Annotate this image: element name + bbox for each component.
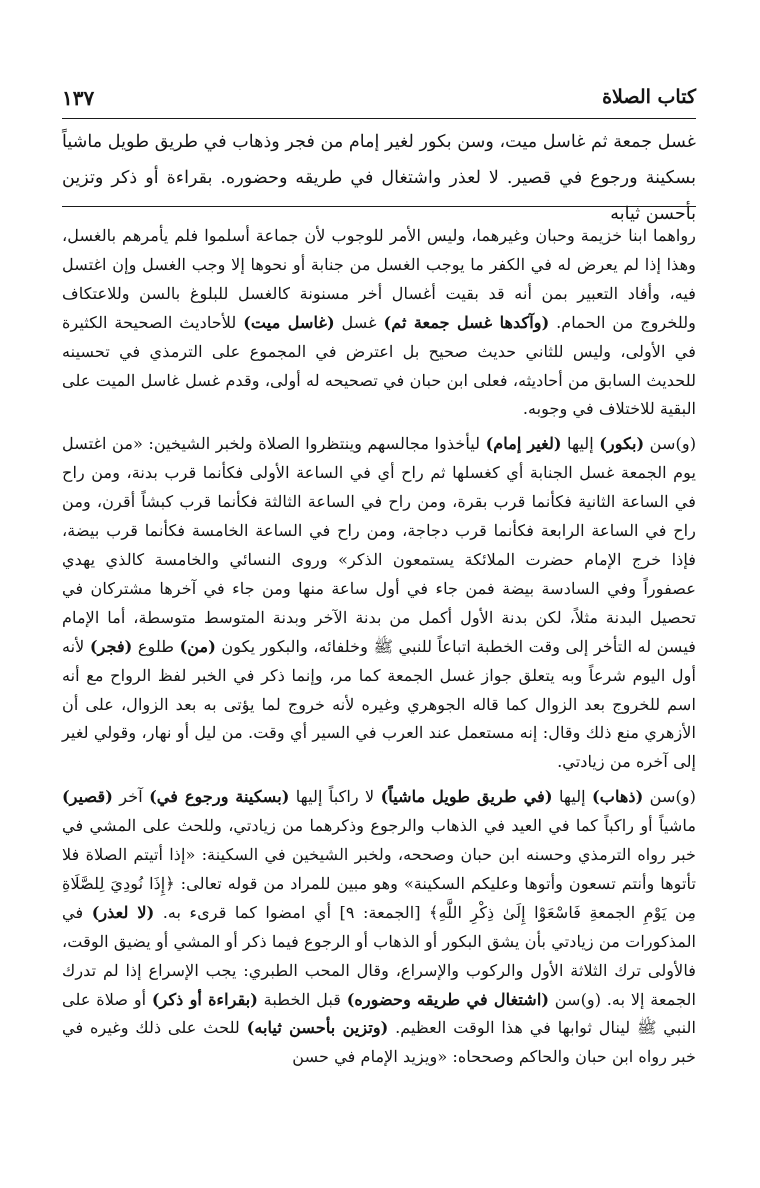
commentary-paragraph-3: (و)سن (ذهاب) إليها (في طريق طويل ماشياً) لا راكباً إليها (بسكينة ورجوع في) آخر (قصير) ماشياً أو راكباً كما في العيد في الذهاب والرجوع وذكرهما من زيادتي، وللحث على المشي في خبر رواه الترمذي وحسنه ابن حبان وصححه، ولخبر الشيخين في السكينة: «إذا أتيتم الصلاة فلا تأتوها وأنتم تسعون وأتوها وعليكم السكينة» وهو مبين للمراد من قوله تعالى: ﴿إِذَا نُودِيَ لِلصَّلَاةِ مِن يَوْمِ الجمعةِ فَاسْعَوْا إِلَىٰ ذِكْرِ اللَّهِ﴾ [الجمعة: ٩] أي امضوا كما قرىء به. (لا لعذر) في المذكورات من زيادتي بأن يشق البكور أو الذهاب أو الرجوع فيما ذكر أو المشي أو يضيق الوقت، فالأولى ترك الثلاثة الأول والركوب والإسراع، وقال المحب الطبري: يجب الإسراع إذا لم تدرك الجمعة إلا به. (و)سن (اشتغال في طريقه وحضوره) قبل الخطبة (بقراءة أو ذكر) أو صلاة على النبي ﷺ لينال ثوابها في هذا الوقت العظيم. (وتزين بأحسن ثيابه) للحث على ذلك وغيره في خبر رواه ابن حبان والحاكم وصححاه: «ويزيد الإمام في حسن xyxy=(62,787,696,1067)
commentary-paragraph-2: (و)سن (بكور) إليها (لغير إمام) ليأخذوا مجالسهم وينتظروا الصلاة ولخبر الشيخين: «من اغتسل يوم الجمعة غسل الجنابة أي كغسلها ثم راح أي في الساعة الأولى فكأنما قرب بدنة، ومن راح في الساعة الثانية فكأنما قرب بقرة، ومن راح في الساعة الثالثة فكأنما قرب كبشاً أقرن، ومن راح في الساعة الرابعة فكأنما قرب دجاجة، ومن راح في الساعة الخامسة فكأنما قرب بيضة، فإذا خرج الإمام حضرت الملائكة يستمعون الذكر» وروى النسائي والخامسة كالذي يهدي عصفوراً وفي السادسة بيضة فمن جاء في أول ساعة منها ومن جاء في آخرها مشتركان في تحصيل البدنة مثلاً، لكن بدنة الأول أكمل من بدنة الآخر وبدنة المتوسط متوسطة، أما الإمام فيسن له التأخر إلى وقت الخطبة اتباعاً للنبي ﷺ وخلفائه، والبكور يكون (من) طلوع (فجر) لأنه أول اليوم شرعاً وبه يتعلق جواز غسل الجمعة كما مر، وإنما ذكر في الخبر لفظ الرواح مع أنه اسم للخروج بعد الزوال كما قاله الجوهري وغيره لأنه خروج لما يؤتى به بعد الزوال، على أن الأزهري منع ذلك وقال: إنه مستعمل عند العرب في السير أي وقت. من ليل أو نهار، وقولي لغير إلى آخره من زيادتي. xyxy=(62,434,697,772)
main-text: غسل جمعة ثم غاسل ميت، وسن بكور لغير إمام من فجر وذهاب في طريق طويل ماشياً بسكينة ورجوع في قصير. لا لعذر واشتغال في طريقه وحضوره. بقراءة أو ذكر وتزين بأحسن ثيابه xyxy=(62,132,696,224)
separator-rule xyxy=(62,206,696,207)
page-header xyxy=(62,86,696,116)
book-title: كتاب الصلاة xyxy=(602,86,696,108)
header-rule xyxy=(62,118,696,119)
commentary-paragraph-1: رواهما ابنا خزيمة وحبان وغيرهما، وليس الأمر للوجوب لأن جماعة أسلموا فلم يأمرهم بالغسل، وهذا إذا لم يعرض له في الكفر ما يوجب الغسل من جنابة أو نحوها إلا وجب الغسل وإن اغتسل فيه، وأفاد التعبير بمن أنه قد بقيت أغسال أخر مسنونة كالغسل للبلوغ بالسن وللاعتكاف وللخروج من الحمام. (وآكدها غسل جمعة ثم) غسل (غاسل ميت) للأحاديث الصحيحة الكثيرة في الأولى، وليس للثاني حديث صحيح بل اعترض في المجموع على الترمذي في تحسينه للحديث السابق من أحاديثه، فعلى ابن حبان في تصحيحه له أولى، وقدم غسل غاسل الميت على البقية للاختلاف في وجوبه. xyxy=(62,226,696,419)
page-number: ١٣٧ xyxy=(62,86,95,110)
commentary xyxy=(62,222,696,1078)
